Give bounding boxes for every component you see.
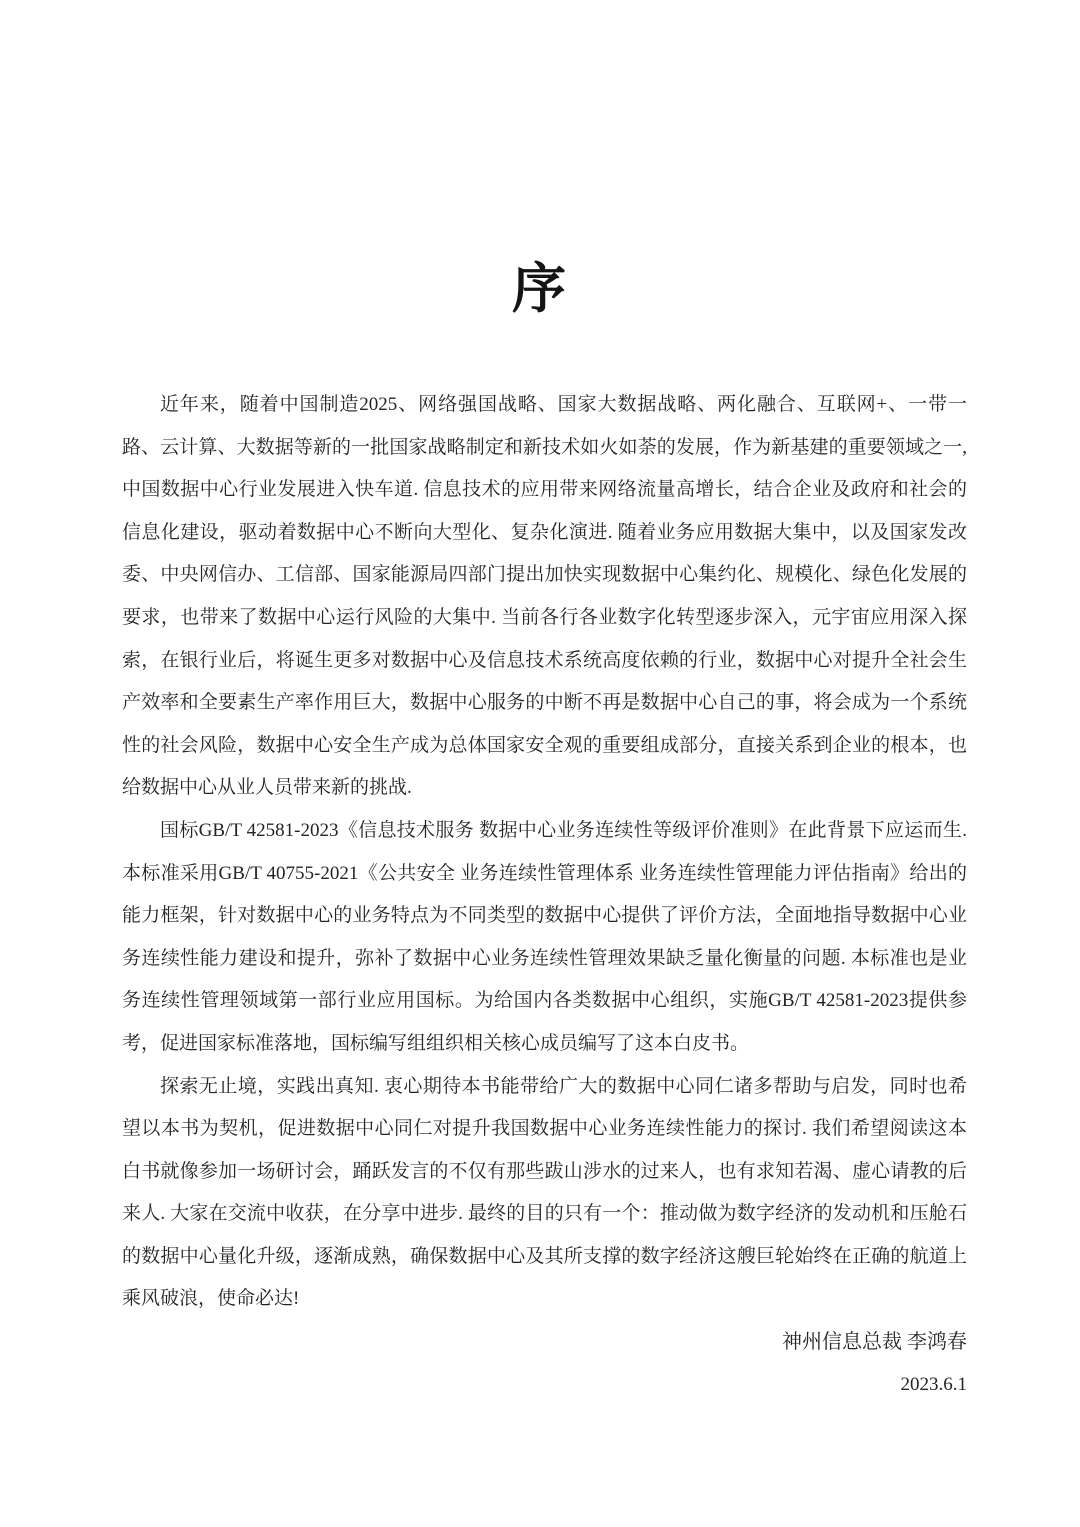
body-paragraph: 近年来，随着中国制造2025、网络强国战略、国家大数据战略、两化融合、互联网+、一带一路、云计算、大数据等新的一批国家战略制定和新技术如火如荼的发展，作为新基建的重要领域之一,中国数据中心行业发展进入快车道. 信息技术的应用带来网络流量高增长，结合企业及政府和社会的信息化建设，驱动着数据中心不断向大型化、复杂化演进. 随着业务应用数据大集中，以及国家发改委、中央网信办、工信部、国家能源局四部门提出加快实现数据中心集约化、规模化、绿色化发展的要求，也带来了数据中心运行风险的大集中. 当前各行各业数字化转型逐步深入，元宇宙应用深入探索，在银行业后，将诞生更多对数据中心及信息技术系统高度依赖的行业，数据中心对提升全社会生产效率和全要素生产率作用巨大，数据中心服务的中断不再是数据中心自己的事，将会成为一个系统性的社会风险，数据中心安全生产成为总体国家安全观的重要组成部分，直接关系到企业的根本，也给数据中心从业人员带来新的挑战. — [122, 394, 967, 799]
body-paragraph: 国标GB/T 42581-2023《信息技术服务 数据中心业务连续性等级评价准则》在此背景下应运而生. 本标准采用GB/T 40755-2021《公共安全 业务连续性管理体系 业务连续性管理能力评估指南》给出的能力框架，针对数据中心的业务特点为不同类型的数据中心提供了评价方法，全面地指导数据中心业务连续性能力建设和提升，弥补了数据中心业务连续性管理效果缺乏量化衡量的问题. 本标准也是业务连续性管理领域第一部行业应用国标。为给国内各类数据中心组织，实施GB/T 42581-2023提供参考，促进国家标准落地，国标编写组组织相关核心成员编写了这本白皮书。 — [122, 819, 967, 1054]
signature: 神州信息总裁 李鸿春 — [782, 1331, 967, 1354]
body-paragraph: 探索无止境，实践出真知. 衷心期待本书能带给广大的数据中心同仁诸多帮助与启发，同时也希望以本书为契机，促进数据中心同仁对提升我国数据中心业务连续性能力的探讨. 我们希望阅读这本白书就像参加一场研讨会，踊跃发言的不仅有那些跋山涉水的过来人，也有求知若渴、虚心请教的后来人. 大家在交流中收获，在分享中进步. 最终的目的只有一个：推动做为数字经济的发动机和压舱石的数据中心量化升级，逐渐成熟，确保数据中心及其所支撑的数字经济这艘巨轮始终在正确的航道上乘风破浪，使命必达! — [122, 1075, 967, 1310]
document-body — [122, 384, 967, 1406]
date: 2023.6.1 — [900, 1373, 967, 1395]
page-title: 序 — [512, 259, 568, 319]
